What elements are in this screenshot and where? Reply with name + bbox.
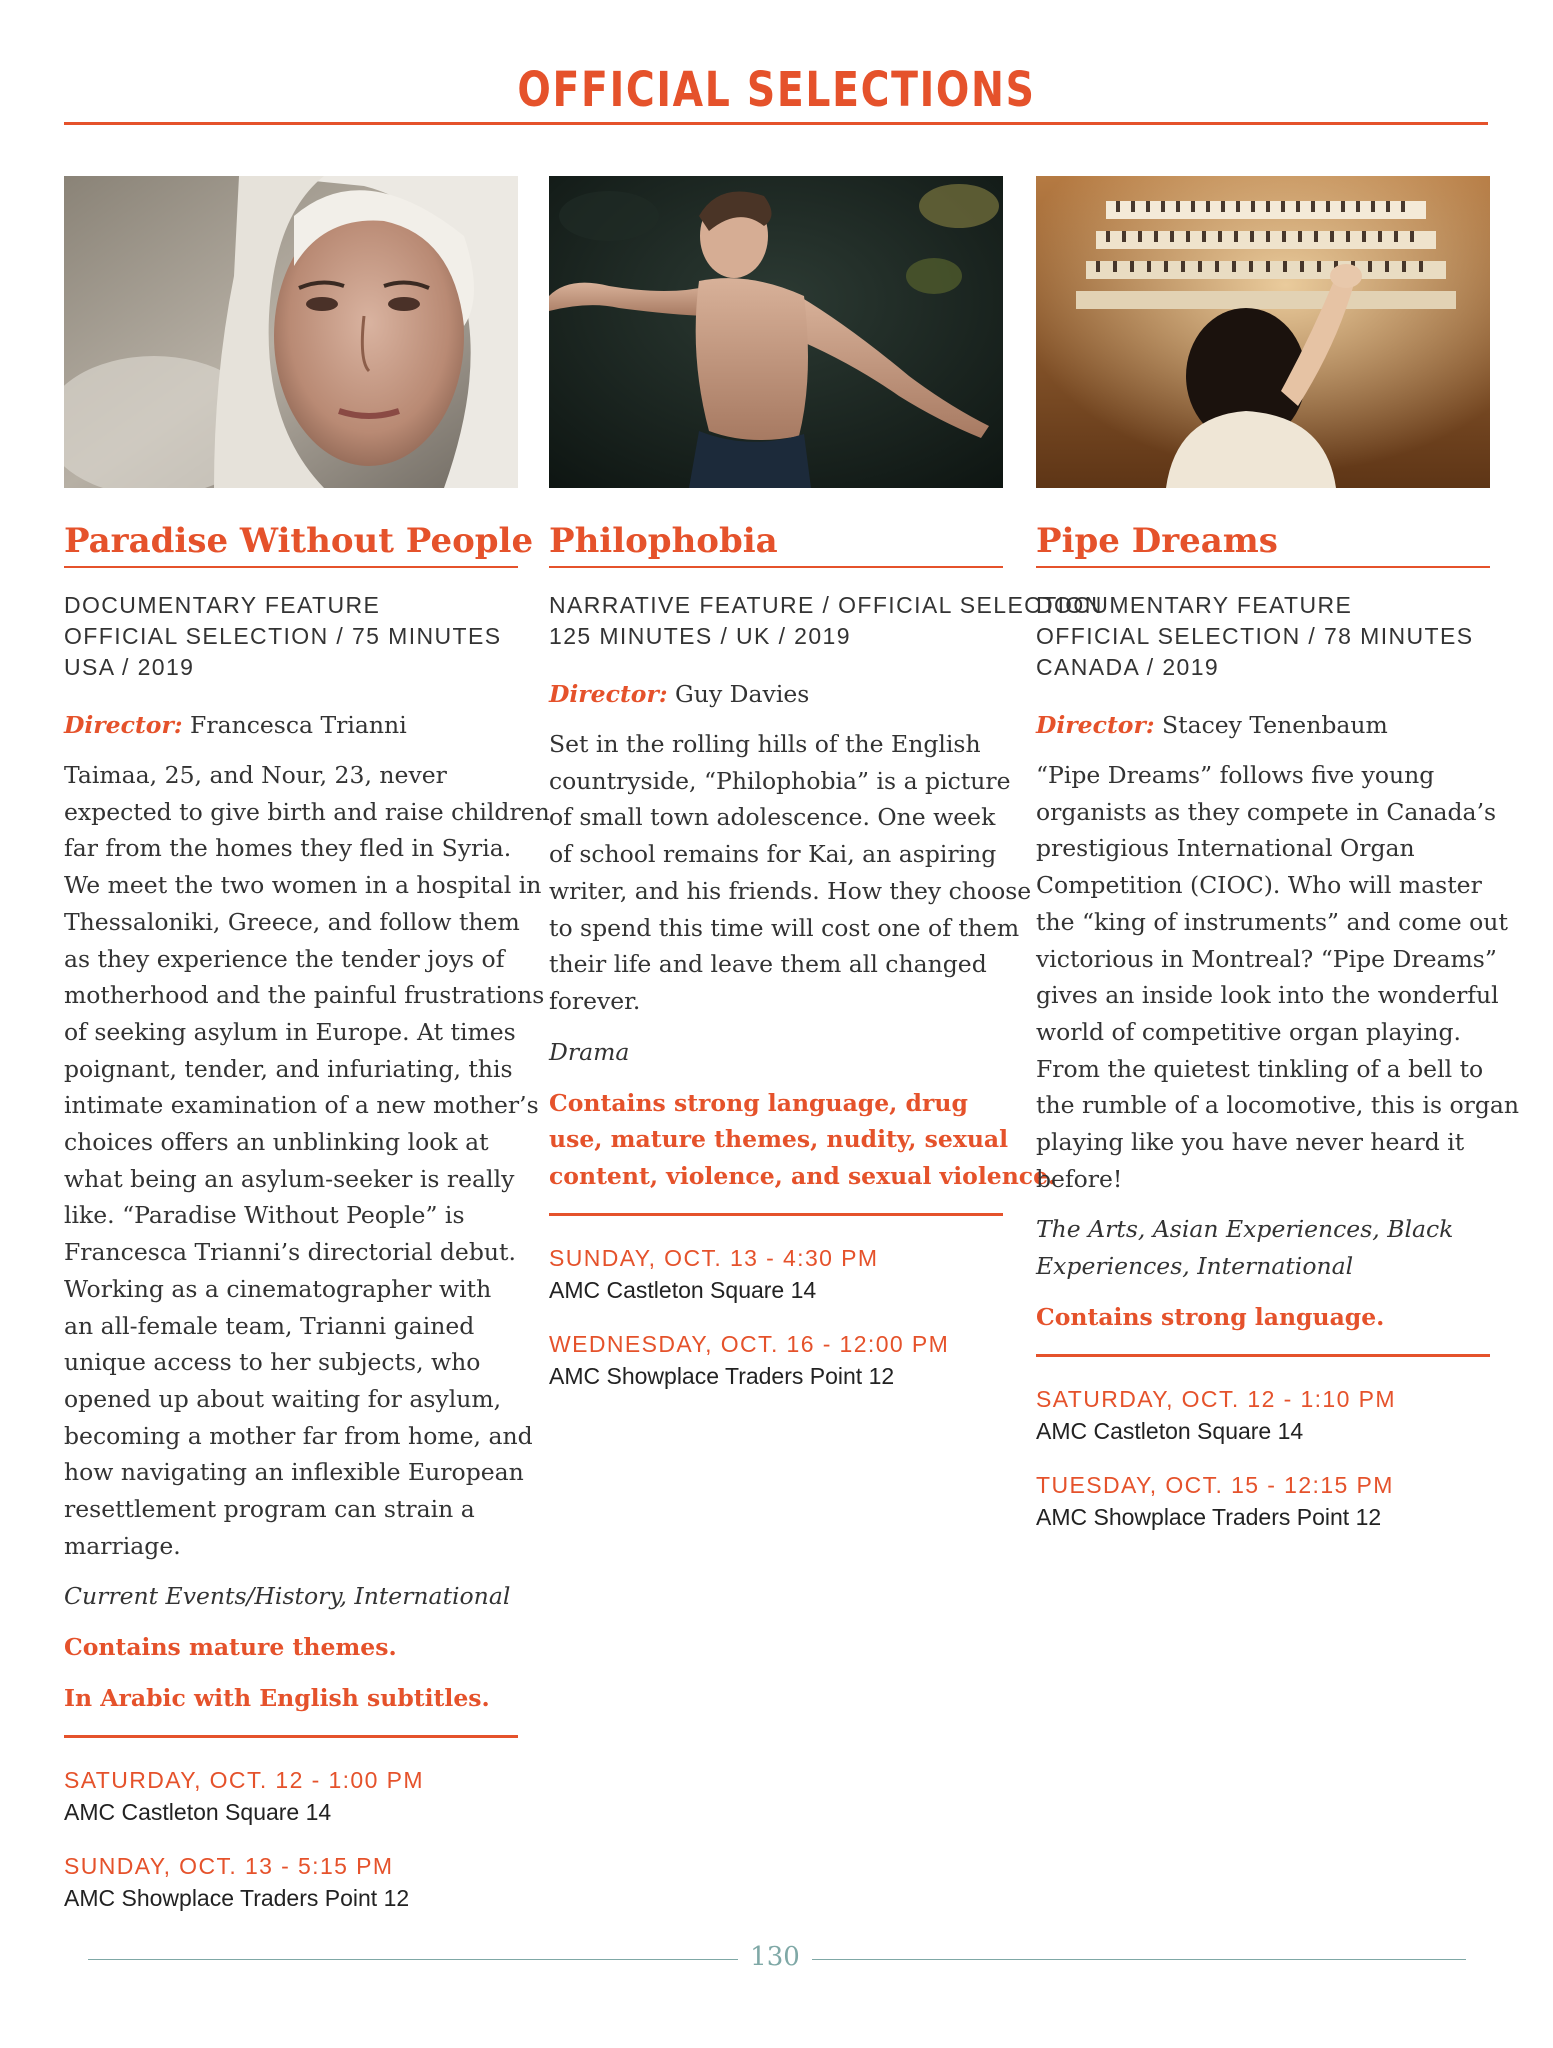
warning-line: Contains strong language. xyxy=(1036,1303,1385,1332)
description-line: “Pipe Dreams” follows five young xyxy=(1036,761,1435,789)
description-line: resettlement program can strain a xyxy=(64,1495,475,1524)
meta-line: 125 MINUTES / UK / 2019 xyxy=(549,623,851,649)
showing-venue: AMC Castleton Square 14 xyxy=(1036,1418,1304,1445)
showings-list xyxy=(1036,1383,1490,1533)
director-name: Stacey Tenenbaum xyxy=(1162,711,1388,739)
title-divider xyxy=(64,566,518,568)
description-line: countryside, “Philophobia” is a picture xyxy=(549,766,1011,795)
description-line: an all-female team, Trianni gained xyxy=(64,1311,475,1340)
director-line xyxy=(549,676,1003,712)
description-line: forever. xyxy=(549,986,641,1015)
director-label: Director: xyxy=(1036,711,1155,739)
description-line: before! xyxy=(1036,1164,1123,1193)
description-line: poignant, tender, and infuriating, this xyxy=(64,1054,513,1083)
description-line: what being an asylum-seeker is really xyxy=(64,1164,515,1193)
page-title: OFFICIAL SELECTIONS xyxy=(517,62,1036,118)
film-title: Pipe Dreams xyxy=(1036,521,1278,561)
film-genres xyxy=(64,1578,518,1615)
description-line: of school remains for Kai, an aspiring xyxy=(549,840,997,869)
content-warning xyxy=(64,1629,518,1666)
description-line: playing like you have never heard it xyxy=(1036,1128,1465,1157)
showing-time: WEDNESDAY, OCT. 16 - 12:00 PM xyxy=(549,1330,950,1357)
description-line: expected to give birth and raise children xyxy=(64,797,550,826)
showing-item xyxy=(64,1764,518,1828)
description-line: unique access to her subjects, who xyxy=(64,1348,481,1377)
description-line: writer, and his friends. How they choose xyxy=(549,876,1032,905)
showing-item xyxy=(549,1328,1003,1392)
description-line: of seeking asylum in Europe. At times xyxy=(64,1017,516,1046)
description-line: like. “Paradise Without People” is xyxy=(64,1201,465,1230)
description-line: intimate examination of a new mother’s xyxy=(64,1091,539,1120)
description-line: becoming a mother far from home, and xyxy=(64,1421,533,1450)
description-line: Set in the rolling hills of the English xyxy=(549,730,981,758)
description-line: how navigating an inflexible European xyxy=(64,1458,524,1487)
director-name: Guy Davies xyxy=(675,680,810,708)
showing-venue: AMC Showplace Traders Point 12 xyxy=(64,1884,410,1911)
meta-line: DOCUMENTARY FEATURE xyxy=(64,592,381,618)
director-label: Director: xyxy=(64,711,183,739)
film-meta xyxy=(549,590,1103,652)
description-line: Working as a cinematographer with xyxy=(64,1274,492,1303)
meta-line: OFFICIAL SELECTION / 78 MINUTES xyxy=(1036,623,1474,649)
director-line xyxy=(64,707,518,743)
showing-item xyxy=(1036,1469,1490,1533)
showings-divider xyxy=(64,1735,518,1738)
description-line: their life and leave them all changed xyxy=(549,950,987,979)
footer-divider-right xyxy=(812,1959,1466,1960)
film-card-paradise-without-people xyxy=(64,176,550,1914)
showing-venue: AMC Showplace Traders Point 12 xyxy=(1036,1504,1382,1531)
showing-venue: AMC Castleton Square 14 xyxy=(64,1798,332,1825)
film-meta xyxy=(1036,590,1490,683)
film-still-image xyxy=(64,176,518,488)
content-warning xyxy=(549,1085,1057,1195)
header-divider xyxy=(64,122,1488,125)
film-genres xyxy=(549,1034,1003,1071)
showing-time: SUNDAY, OCT. 13 - 4:30 PM xyxy=(549,1244,879,1271)
description-line: choices offers an unblinking look at xyxy=(64,1128,489,1157)
showings-divider xyxy=(1036,1354,1490,1357)
description-line: the “king of instruments” and come out xyxy=(1036,907,1508,936)
showings-list xyxy=(64,1764,518,1914)
film-title: Paradise Without People xyxy=(64,521,534,561)
showing-time: SATURDAY, OCT. 12 - 1:10 PM xyxy=(1036,1386,1396,1413)
footer-divider-left xyxy=(88,1959,738,1960)
description-line: motherhood and the painful frustrations xyxy=(64,981,545,1010)
warning-line: Contains strong language, drug xyxy=(549,1088,968,1117)
description-line: prestigious International Organ xyxy=(1036,834,1415,863)
meta-line: CANADA / 2019 xyxy=(1036,654,1220,680)
film-meta xyxy=(64,590,518,683)
film-description xyxy=(64,757,550,1564)
film-still-photo xyxy=(64,176,518,488)
film-still-photo xyxy=(549,176,1003,488)
showing-item xyxy=(1036,1383,1490,1447)
warning-line: use, mature themes, nudity, sexual xyxy=(549,1125,1009,1154)
language-line: In Arabic with English subtitles. xyxy=(64,1684,490,1713)
language-note xyxy=(64,1680,518,1717)
title-divider xyxy=(1036,566,1490,568)
description-line: the rumble of a locomotive, this is organ xyxy=(1036,1091,1520,1120)
meta-line: DOCUMENTARY FEATURE xyxy=(1036,592,1353,618)
film-description xyxy=(1036,757,1520,1197)
showing-time: SATURDAY, OCT. 12 - 1:00 PM xyxy=(64,1766,424,1793)
film-still-image xyxy=(549,176,1003,488)
film-description xyxy=(549,726,1032,1020)
description-line: far from the homes they fled in Syria. xyxy=(64,834,512,863)
film-still-image xyxy=(1036,176,1490,488)
showing-item xyxy=(64,1850,518,1914)
meta-line: USA / 2019 xyxy=(64,654,195,680)
warning-line: Contains mature themes. xyxy=(64,1633,397,1662)
showing-time: SUNDAY, OCT. 13 - 5:15 PM xyxy=(64,1852,394,1879)
director-name: Francesca Trianni xyxy=(190,711,407,739)
page-number: 130 xyxy=(750,1942,800,1972)
description-line: organists as they compete in Canada’s xyxy=(1036,797,1497,826)
content-warning xyxy=(1036,1299,1490,1336)
description-line: as they experience the tender joys of xyxy=(64,944,505,973)
description-line: gives an inside look into the wonderful xyxy=(1036,981,1499,1010)
showing-item xyxy=(549,1242,1003,1306)
genre-line: The Arts, Asian Experiences, Black xyxy=(1036,1215,1454,1244)
description-line: victorious in Montreal? “Pipe Dreams” xyxy=(1036,944,1497,973)
showing-venue: AMC Castleton Square 14 xyxy=(549,1276,817,1303)
meta-line: NARRATIVE FEATURE / OFFICIAL SELECTION xyxy=(549,592,1103,618)
description-line: Francesca Trianni’s directorial debut. xyxy=(64,1238,516,1267)
description-line: We meet the two women in a hospital in xyxy=(64,871,542,900)
showings-divider xyxy=(549,1213,1003,1216)
meta-line: OFFICIAL SELECTION / 75 MINUTES xyxy=(64,623,502,649)
showings-list xyxy=(549,1242,1003,1392)
description-line: Taimaa, 25, and Nour, 23, never xyxy=(64,761,447,789)
description-line: marriage. xyxy=(64,1531,181,1560)
description-line: Thessaloniki, Greece, and follow them xyxy=(64,907,520,936)
genre-line: Current Events/History, International xyxy=(64,1582,511,1611)
genre-line: Drama xyxy=(549,1037,630,1066)
film-card-pipe-dreams xyxy=(1036,176,1520,1533)
description-line: opened up about waiting for asylum, xyxy=(64,1384,502,1413)
film-title: Philophobia xyxy=(549,521,778,561)
description-line: to spend this time will cost one of them xyxy=(549,913,1020,942)
title-divider xyxy=(549,566,1003,568)
description-line: world of competitive organ playing. xyxy=(1036,1017,1462,1046)
description-line: Competition (CIOC). Who will master xyxy=(1036,871,1482,900)
showing-venue: AMC Showplace Traders Point 12 xyxy=(549,1362,895,1389)
showing-time: TUESDAY, OCT. 15 - 12:15 PM xyxy=(1036,1472,1394,1499)
description-line: of small town adolescence. One week xyxy=(549,803,996,832)
description-line: From the quietest tinkling of a bell to xyxy=(1036,1054,1484,1083)
director-label: Director: xyxy=(549,680,668,708)
director-line xyxy=(1036,707,1490,743)
film-genres xyxy=(1036,1211,1490,1285)
genre-line: Experiences, International xyxy=(1036,1252,1354,1281)
film-still-photo xyxy=(1036,176,1490,488)
warning-line: content, violence, and sexual violence. xyxy=(549,1162,1057,1191)
